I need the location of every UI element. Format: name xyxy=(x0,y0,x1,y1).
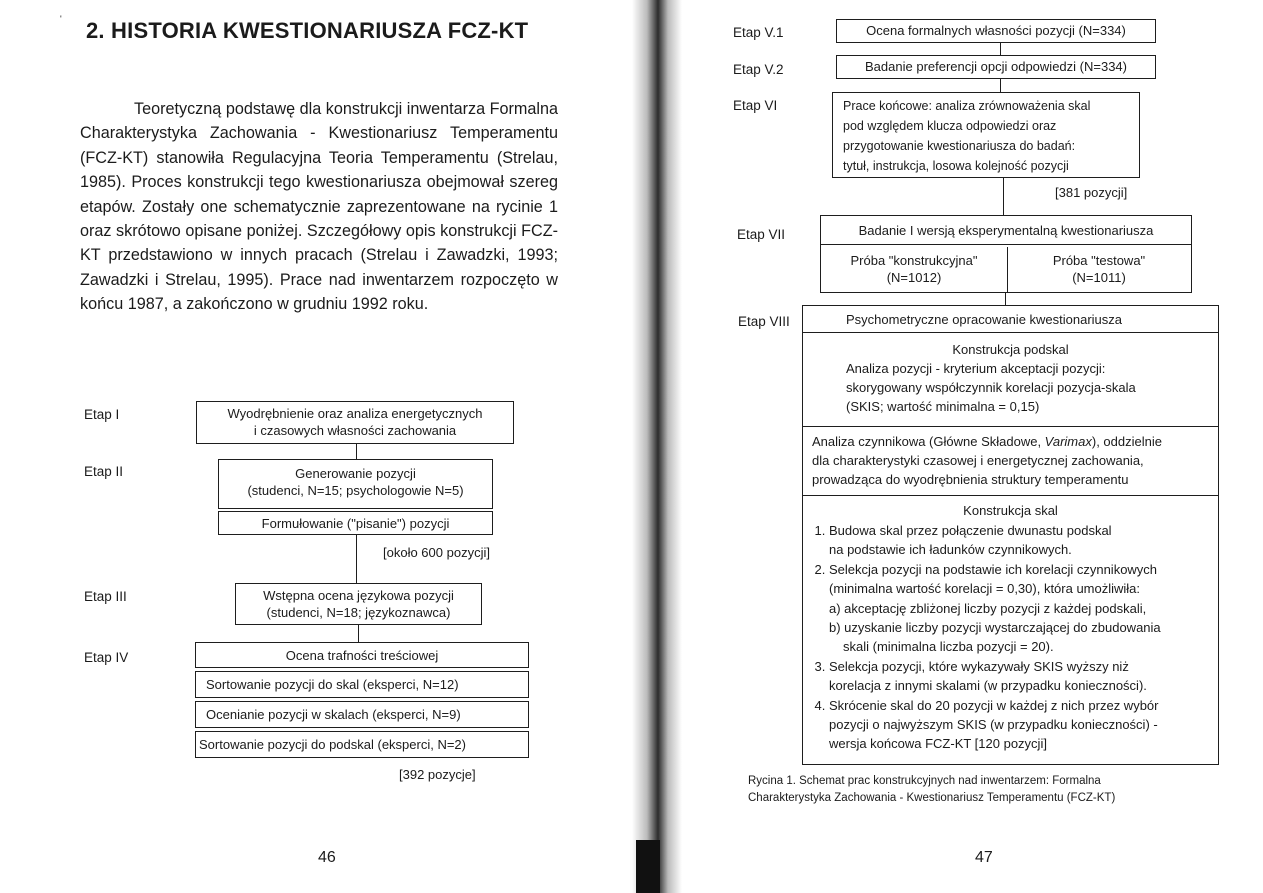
etap3-line1: Wstępna ocena językowa pozycji xyxy=(263,588,454,603)
divider xyxy=(802,495,1219,496)
step-line: (minimalna wartość korelacji = 0,30), która umożliwiła: xyxy=(829,581,1141,597)
binding-gutter-shadow xyxy=(636,840,660,893)
intro-text: Teoretyczną podstawę dla konstrukcji inwentarza Formalna Charakterystyka Zachowania - Kwestionariusz Temperamentu (FCZ-KT) stanowiła Regulacyjna Teoria Temperamentu (Strelau, 1985). Proces konstrukcji tego kwestionariusza obejmował szereg etapów. Zostały one schematycznie zaprezentowane na rycinie 1 oraz skrótowo opisane poniżej. Szczegółowy opis konstrukcji FCZ-KT przedstawiono w innych pracach (Strelau i Zawadzki, 1993; Zawadzki i Strelau, 1995). Prace nad inwentarzem rozpoczęto w końcu 1987, a zakończono w grudniu 1992 roku. xyxy=(80,100,558,314)
etap7-sample-b xyxy=(1008,252,1190,286)
sample-b-line1: Próba "testowa" xyxy=(1052,253,1146,268)
etap4-item-2 xyxy=(195,671,529,698)
sample-b-line2: (N=1011) xyxy=(1072,270,1126,285)
etap8-scales-steps xyxy=(815,521,1217,754)
etap8-header: Psychometryczne opracowanie kwestionariusza xyxy=(846,312,1123,327)
step-line: 1. Budowa skal przez połączenie dwunastu podskal xyxy=(829,523,1112,538)
etap5-2-text: Badanie preferencji opcji odpowiedzi (N=334) xyxy=(865,59,1127,74)
step-line: wersja końcowa FCZ-KT [120 pozycji] xyxy=(829,736,1047,752)
stage-label-i: Etap I xyxy=(84,407,120,422)
scales-step xyxy=(829,696,1217,754)
scales-step xyxy=(829,521,1217,560)
sample-a-line1: Próba "konstrukcyjna" xyxy=(850,253,978,268)
etap8-factor-analysis xyxy=(812,432,1162,489)
page-number-right: 47 xyxy=(975,849,993,866)
etap4-count: [392 pozycje] xyxy=(399,767,476,782)
step-line: 3. Selekcja pozycji, które wykazywały SKIS wyższy niż xyxy=(829,658,1129,674)
stage-label-v1: Etap V.1 xyxy=(733,25,784,40)
etap6-box xyxy=(832,92,1140,178)
etap4-item-2-text: Sortowanie pozycji do skal (eksperci, N=12) xyxy=(206,677,459,692)
etap6-line: Prace końcowe: analiza zrównoważenia skal xyxy=(843,99,1091,113)
stage-label-iv: Etap IV xyxy=(84,650,129,665)
page-number-left: 46 xyxy=(318,849,336,866)
etap4-item-4 xyxy=(195,731,529,758)
etap4-item-1-text: Ocena trafności treściowej xyxy=(285,648,439,663)
factor-line3: prowadząca do wyodrębnienia struktury temperamentu xyxy=(812,472,1129,487)
etap2-count: [około 600 pozycji] xyxy=(383,545,490,560)
page-title: 2. HISTORIA KWESTIONARIUSZA FCZ-KT xyxy=(86,18,529,43)
factor-line1 xyxy=(812,432,1162,451)
stage-label-vi: Etap VI xyxy=(733,98,778,113)
etap1-line1: Wyodrębnienie oraz analiza energetycznych xyxy=(227,406,483,421)
stage-label-iii: Etap III xyxy=(84,589,127,604)
etap7-header: Badanie I wersją eksperymentalną kwestionariusza xyxy=(821,216,1191,245)
etap2-generate-box xyxy=(218,459,493,509)
factor-line1-italic: Varimax xyxy=(1044,434,1092,449)
scales-step xyxy=(829,657,1217,696)
step-line: skali (minimalna liczba pozycji = 20). xyxy=(843,639,1054,655)
etap6-line: tytuł, instrukcja, losowa kolejność pozycji xyxy=(843,159,1069,173)
connector xyxy=(1005,293,1006,305)
divider xyxy=(802,332,1219,333)
caption-line1: Rycina 1. Schemat prac konstrukcyjnych nad inwentarzem: Formalna xyxy=(748,775,1101,787)
factor-line1-b: ), oddzielnie xyxy=(1091,434,1162,449)
etap5-1-box xyxy=(836,19,1156,43)
etap2-formulation-box xyxy=(218,511,493,535)
etap6-count: [381 pozycji] xyxy=(1055,185,1128,200)
subscales-line: Analiza pozycji - kryterium akceptacji pozycji: xyxy=(846,361,1106,376)
stage-label-viii: Etap VIII xyxy=(738,314,790,329)
etap3-line2: (studenci, N=18; językoznawca) xyxy=(266,605,451,620)
subscales-line: skorygowany współczynnik korelacji pozycja-skala xyxy=(846,380,1136,395)
step-line: korelacja z innymi skalami (w przypadku konieczności). xyxy=(829,678,1147,694)
etap8-subscales-body xyxy=(846,359,1136,416)
etap1-box xyxy=(196,401,514,444)
connector xyxy=(356,535,357,583)
etap8-scales-title: Konstrukcja skal xyxy=(963,503,1058,518)
etap4-item-3 xyxy=(195,701,529,728)
etap3-box xyxy=(235,583,482,625)
caption-line2: Charakterystyka Zachowania - Kwestionariusz Temperamentu (FCZ-KT) xyxy=(748,792,1116,804)
stage-label-ii: Etap II xyxy=(84,464,124,479)
step-line: na podstawie ich ładunków czynnikowych. xyxy=(829,542,1072,558)
step-line: 4. Skrócenie skal do 20 pozycji w każdej z nich przez wybór xyxy=(829,697,1159,713)
connector xyxy=(1003,178,1004,215)
step-line: a) akceptację zbliżonej liczby pozycji z każdej podskali, xyxy=(829,600,1147,616)
etap6-line: przygotowanie kwestionariusza do badań: xyxy=(843,139,1076,153)
connector xyxy=(1000,43,1001,55)
etap2-gen-line1: Generowanie pozycji xyxy=(295,466,416,481)
etap4-item-4-text: Sortowanie pozycji do podskal (eksperci, N=2) xyxy=(199,737,466,752)
factor-line1-a: Analiza czynnikowa (Główne Składowe, xyxy=(812,434,1045,449)
connector xyxy=(356,444,357,459)
etap2-formulation: Formułowanie ("pisanie") pozycji xyxy=(261,516,450,531)
sample-a-line2: (N=1012) xyxy=(886,270,942,285)
intro-paragraph xyxy=(80,97,558,317)
scales-step xyxy=(829,560,1217,657)
stage-label-vii: Etap VII xyxy=(737,227,786,242)
etap7-sample-a xyxy=(822,252,1006,286)
stage-label-v2: Etap V.2 xyxy=(733,62,784,77)
etap4-item-3-text: Ocenianie pozycji w skalach (eksperci, N=9) xyxy=(206,707,461,722)
divider xyxy=(802,426,1219,427)
step-line: 2. Selekcja pozycji na podstawie ich korelacji czynnikowych xyxy=(829,561,1158,577)
figure-caption xyxy=(748,773,1115,807)
etap1-line2: i czasowych własności zachowania xyxy=(253,423,457,438)
margin-mark: ' xyxy=(60,14,62,24)
etap6-line: pod względem klucza odpowiedzi oraz xyxy=(843,119,1057,133)
etap4-item-1 xyxy=(195,642,529,668)
binding-gutter xyxy=(632,0,682,893)
etap2-gen-line2: (studenci, N=15; psychologowie N=5) xyxy=(247,483,464,498)
connector xyxy=(358,625,359,642)
etap8-subscales-title: Konstrukcja podskal xyxy=(952,342,1069,357)
subscales-line: (SKIS; wartość minimalna = 0,15) xyxy=(846,399,1040,414)
scales-steps-list xyxy=(815,521,1217,754)
factor-line2: dla charakterystyki czasowej i energetycznej zachowania, xyxy=(812,453,1144,468)
step-line: pozycji o najwyższym SKIS (w przypadku konieczności) - xyxy=(829,717,1158,733)
etap5-1-text: Ocena formalnych własności pozycji (N=334) xyxy=(866,23,1126,38)
etap5-2-box xyxy=(836,55,1156,79)
step-line: b) uzyskanie liczby pozycji wystarczającej do zbudowania xyxy=(829,620,1161,636)
connector xyxy=(1000,79,1001,92)
